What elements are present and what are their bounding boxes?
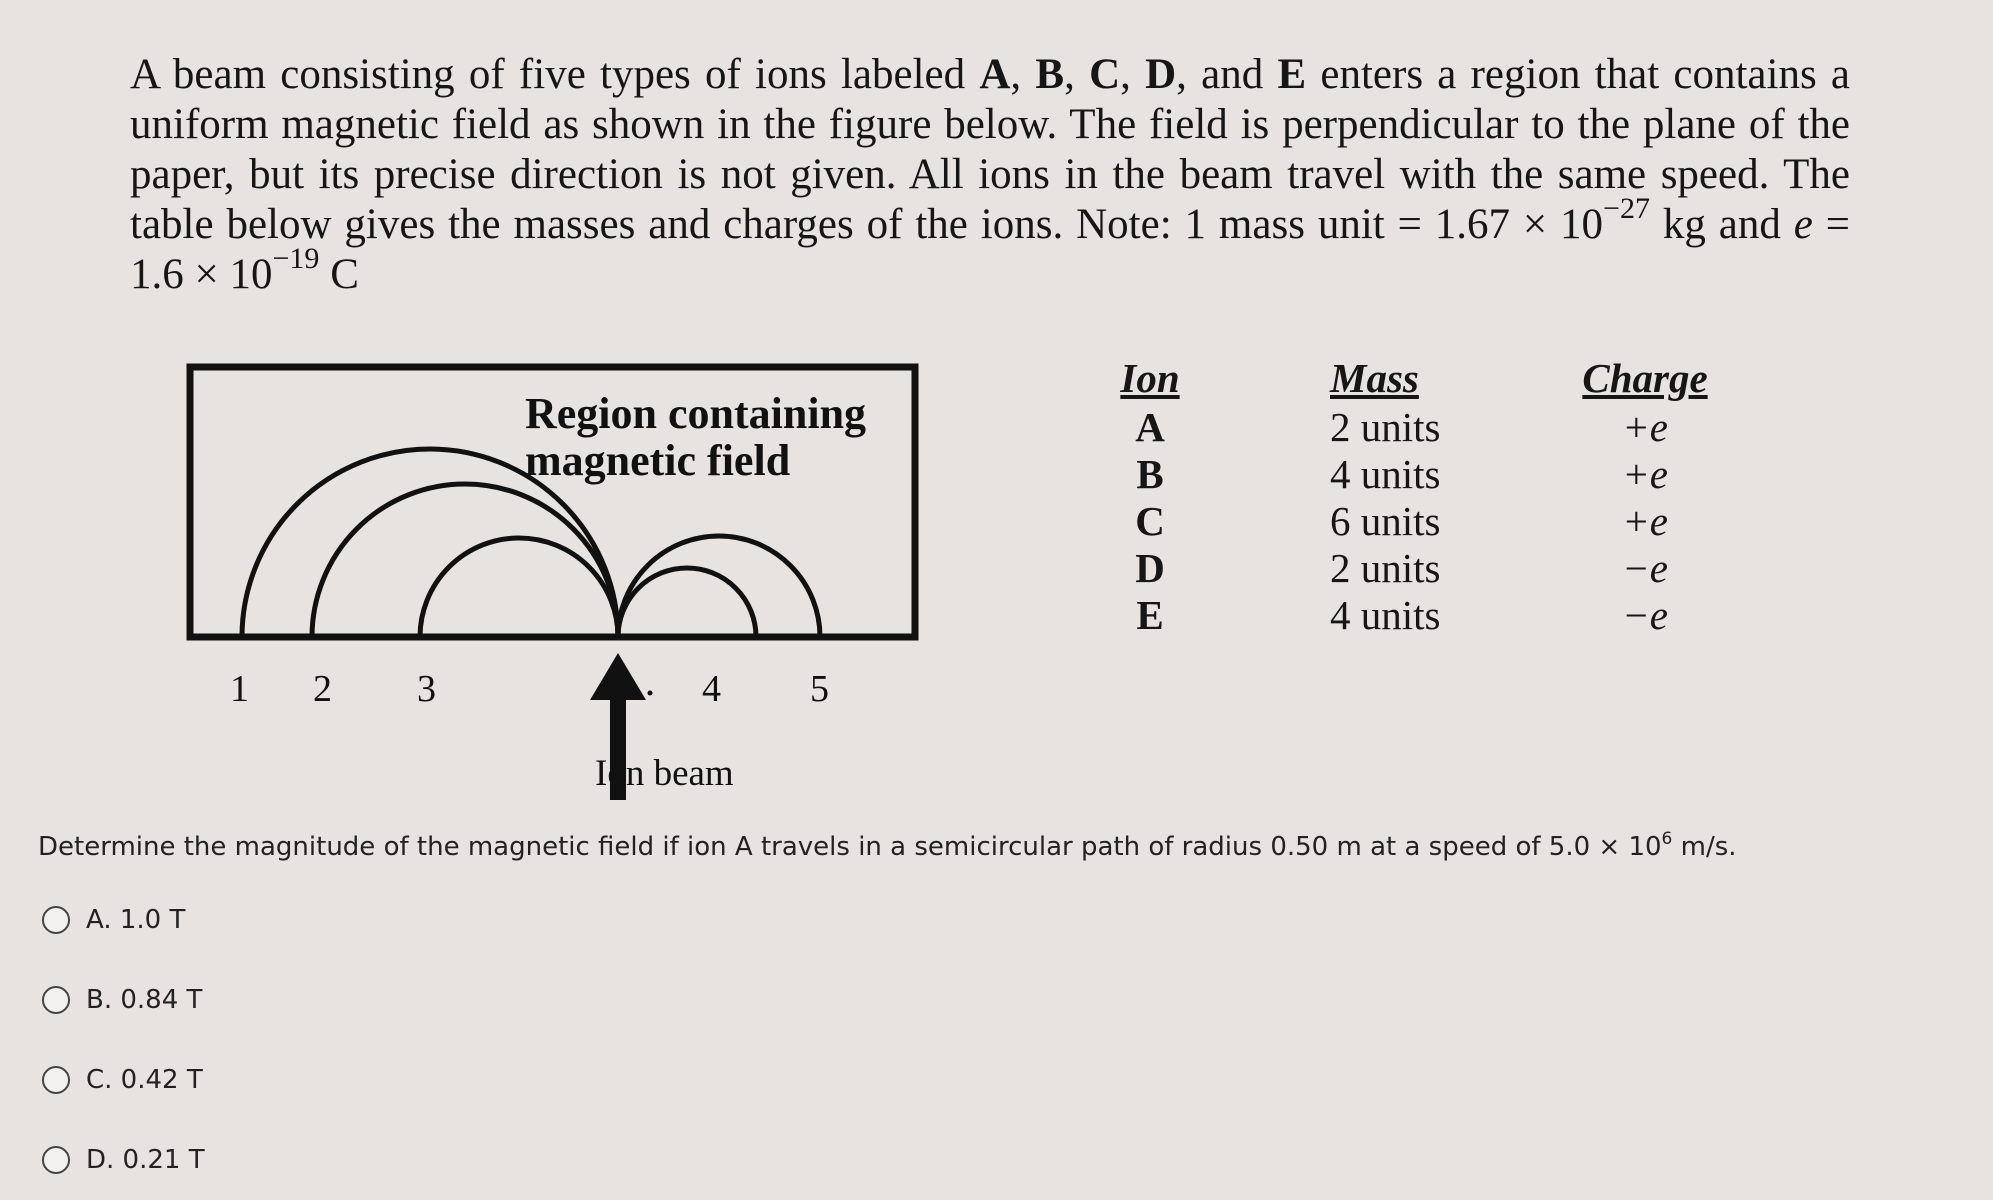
position-label-1: 1: [230, 668, 249, 710]
radio-button-icon[interactable]: [42, 1146, 70, 1174]
option-label: C. 0.42 T: [86, 1065, 203, 1095]
label-c: C: [1089, 51, 1121, 98]
radio-button-icon[interactable]: [42, 1066, 70, 1094]
position-label-3: 3: [417, 668, 436, 710]
dot-marker: [648, 691, 653, 696]
ion-cell: C: [1135, 498, 1165, 544]
mass-cell: 4 units: [1330, 592, 1441, 638]
position-label-2: 2: [313, 668, 332, 710]
ion-beam-arrow-head: [590, 653, 646, 700]
question-body: Determine the magnitude of the magnetic field if ion A travels in a semicircular path of radius 0.50 m at a speed of 5.0 × 10: [38, 832, 1662, 862]
mass-cell: 4 units: [1330, 451, 1441, 497]
ion-column: [1110, 355, 1190, 639]
ion-cell: A: [1135, 404, 1165, 450]
charge-cell: +e: [1622, 498, 1668, 544]
charge-unit: C: [319, 251, 359, 298]
mass-exponent: −27: [1603, 192, 1650, 225]
charge-cell: +e: [1622, 451, 1668, 497]
option-a[interactable]: [42, 900, 342, 940]
comma: ,: [1010, 51, 1036, 98]
option-label: D. 0.21 T: [86, 1145, 205, 1175]
mass-column: [1330, 355, 1530, 639]
charge-cell: +e: [1622, 404, 1668, 450]
option-d[interactable]: [42, 1140, 342, 1180]
mass-cell: 2 units: [1330, 545, 1441, 591]
radio-button-icon[interactable]: [42, 986, 70, 1014]
label-a: A: [979, 51, 1011, 98]
question-text: [38, 829, 1938, 862]
comma: ,: [1120, 51, 1146, 98]
and-separator: , and: [1176, 51, 1278, 98]
speed-exponent: 6: [1661, 829, 1673, 849]
comma: ,: [1064, 51, 1090, 98]
problem-text-2: enters a region that contains a uniform magnetic field as shown in the figure below. The field is perpendicular to the plane of the paper, but its precise direction is not given. All ions in the beam travel with the same speed. The table below gives the masses and charges of the ions. Note: 1 mass unit = 1.67 × 10: [130, 51, 1851, 248]
region-label-line2: magnetic field: [525, 436, 791, 485]
option-b[interactable]: [42, 980, 342, 1020]
speed-unit: m/s.: [1672, 832, 1737, 862]
radio-button-icon[interactable]: [42, 906, 70, 934]
ion-header: Ion: [1120, 355, 1180, 401]
label-b: B: [1035, 51, 1065, 98]
charge-exponent: −19: [272, 242, 320, 275]
label-d: D: [1145, 51, 1177, 98]
problem-statement: [130, 50, 1850, 300]
position-label-4: 4: [702, 668, 721, 710]
mass-cell: 6 units: [1330, 498, 1441, 544]
ion-beam-label: Ion beam: [595, 753, 734, 794]
ion-cell: D: [1135, 545, 1165, 591]
problem-text-1: A beam consisting of five types of ions labeled: [130, 51, 980, 98]
magnetic-field-figure: [180, 355, 960, 815]
region-label-line1: Region containing: [525, 389, 867, 438]
option-label: A. 1.0 T: [86, 905, 186, 935]
path-3: [420, 538, 618, 637]
label-e: E: [1277, 51, 1307, 98]
ion-cell: E: [1136, 592, 1164, 638]
option-c[interactable]: [42, 1060, 342, 1100]
mass-unit: kg and: [1649, 201, 1794, 248]
charge-cell: −e: [1622, 592, 1668, 638]
charge-column: [1560, 355, 1730, 639]
charge-header: Charge: [1582, 355, 1708, 401]
e-symbol: e: [1793, 201, 1813, 248]
position-label-5: 5: [810, 668, 829, 710]
charge-cell: −e: [1622, 545, 1668, 591]
problem-text-3: = 1.6 × 10: [130, 201, 1850, 298]
mass-header: Mass: [1330, 355, 1419, 401]
option-label: B. 0.84 T: [86, 985, 203, 1015]
path-2: [312, 484, 618, 637]
path-5: [618, 536, 820, 637]
mass-cell: 2 units: [1330, 404, 1441, 450]
ion-cell: B: [1136, 451, 1164, 497]
